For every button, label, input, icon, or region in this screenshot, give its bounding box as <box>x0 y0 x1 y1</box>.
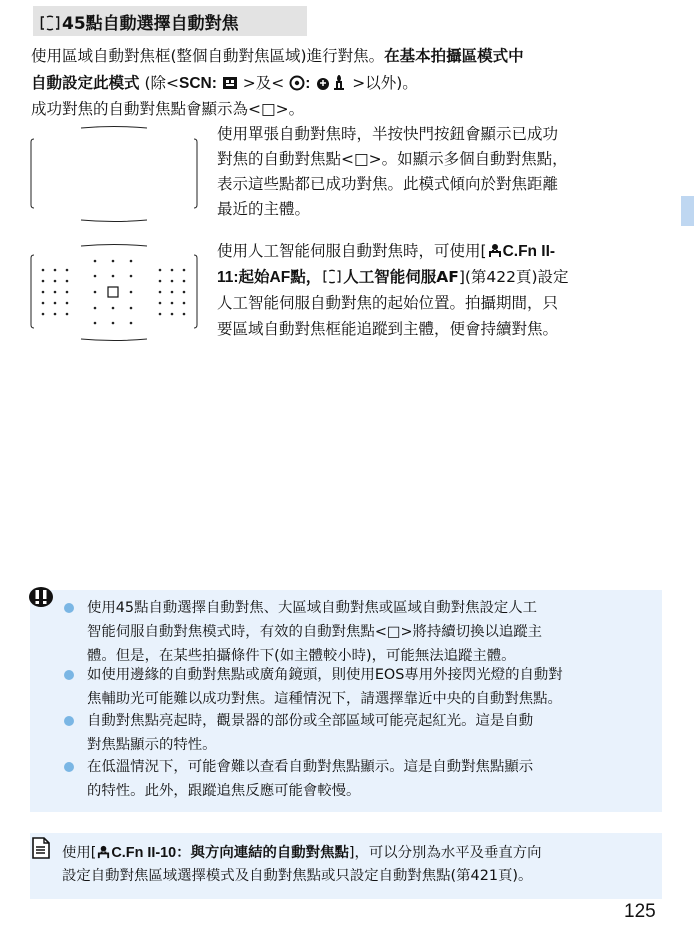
caution-item-3-line-1: 自動對焦點亮起時，觀景器的部份或全部區域可能亮起紅光。這是自動 <box>87 713 534 729</box>
custom-function-icon <box>96 845 111 859</box>
caution-item-2-line-2: 焦輔助光可能難以成功對焦。這種情況下，請選擇靠近中央的自動對焦點。 <box>87 691 562 707</box>
af-point <box>183 313 186 316</box>
intro-line-3: 成功對焦的自動對焦點會顯示為<□>。 <box>31 100 305 118</box>
intro-line-1 <box>31 45 524 67</box>
af-point <box>130 275 133 278</box>
af-point <box>159 291 162 294</box>
intro-text-3: >及< <box>242 74 285 92</box>
af-point <box>66 291 69 294</box>
af-point <box>54 280 57 283</box>
servo-line-3: 人工智能伺服自動對焦的起始位置。拍攝期間，只 <box>217 294 559 312</box>
af-points-diagram <box>29 243 199 343</box>
servo-text-1: 使用人工智能伺服自動對焦時，可使用[ <box>217 242 487 260</box>
servo-bold-1: C.Fn II- <box>502 243 556 260</box>
intro-text-2: (除< <box>139 74 179 92</box>
note-text-1: 使用[ <box>62 845 97 861</box>
af-point <box>94 275 97 278</box>
af-point <box>94 322 97 325</box>
note-line-2: 設定自動對焦區域選擇模式及自動對焦點或只設定自動對焦點(第421頁)。 <box>62 868 533 884</box>
af-point <box>183 291 186 294</box>
af-point <box>130 322 133 325</box>
servo-line-2 <box>217 266 569 289</box>
af-point <box>159 302 162 305</box>
af-point <box>171 269 174 272</box>
servo-text-2: ](第422頁)設定 <box>458 268 569 286</box>
af-point <box>42 280 45 283</box>
zone-af-frame-icon <box>38 15 62 31</box>
servo-line-1 <box>217 240 555 263</box>
af-point <box>42 291 45 294</box>
af-point <box>42 269 45 272</box>
scn-label: SCN <box>178 75 212 92</box>
af-point <box>54 302 57 305</box>
af-point <box>54 291 57 294</box>
af-point <box>112 275 115 278</box>
af-point <box>112 307 115 310</box>
af-point <box>66 269 69 272</box>
food-icon <box>315 75 331 91</box>
title-text: 45點自動選擇自動對焦 <box>62 14 239 34</box>
af-point <box>42 302 45 305</box>
intro-text-4: >以外)。 <box>352 74 418 92</box>
af-point <box>171 291 174 294</box>
page-number: 125 <box>624 901 656 922</box>
af-point <box>171 280 174 283</box>
caution-item-3-line-2: 對焦點顯示的特性。 <box>87 737 217 753</box>
chapter-tab <box>681 196 694 226</box>
af-point <box>54 313 57 316</box>
caution-item-2-line-1: 如使用邊緣的自動對焦點或廣角鏡頭，則使用EOS專用外接閃光燈的自動對 <box>87 667 563 683</box>
active-af-point <box>108 287 118 297</box>
af-point-dots <box>42 260 186 325</box>
caution-item-1-line-3: 體。但是，在某些拍攝條件下(如主體較小時)，可能無法追蹤主體。 <box>87 648 516 664</box>
bullet-dot <box>64 670 74 680</box>
af-point <box>66 302 69 305</box>
note-bold: C.Fn II-10：與方向連結的自動對焦點 <box>111 845 349 861</box>
note-icon <box>32 837 50 859</box>
creative-auto-icon <box>289 75 305 91</box>
intro-line-2 <box>31 72 418 95</box>
bullet-dot <box>64 603 74 613</box>
af-point <box>130 291 133 294</box>
af-point <box>42 313 45 316</box>
af-point <box>112 322 115 325</box>
servo-bold-2: 11:起始AF點， <box>217 269 322 286</box>
note-line-1 <box>62 842 542 865</box>
single-af-line-2: 對焦的自動對焦點<□>。如顯示多個自動對焦點， <box>217 150 568 168</box>
caution-item-4-line-1: 在低溫情況下，可能會難以查看自動對焦點顯示。這是自動對焦點顯示 <box>87 759 534 775</box>
single-af-line-1: 使用單張自動對焦時，半按快門按鈕會顯示已成功 <box>217 125 559 143</box>
servo-line-4: 要區域自動對焦框能追蹤到主體，便會持續對焦。 <box>217 320 559 338</box>
intro-bold-2: 自動設定此模式 <box>31 74 140 92</box>
caution-item-1-line-1: 使用45點自動選擇自動對焦、大區域自動對焦或區域自動對焦設定人工 <box>87 600 538 616</box>
af-point <box>66 280 69 283</box>
single-af-line-4: 最近的主體。 <box>217 200 311 218</box>
af-point <box>130 260 133 263</box>
bullet-dot <box>64 716 74 726</box>
af-point <box>94 291 97 294</box>
flash-off-mode-icon <box>222 76 238 90</box>
af-point <box>112 260 115 263</box>
servo-bold-3: 人工智能伺服AF <box>343 268 459 286</box>
intro-text: 使用區域自動對焦框(整個自動對焦區域)進行對焦。 <box>31 47 385 65</box>
af-point <box>159 269 162 272</box>
caution-item-1-line-2: 智能伺服自動對焦模式時，有效的自動對焦點<□>將持續切換以追蹤主 <box>87 624 543 640</box>
colon-2: : <box>305 75 311 92</box>
af-point <box>94 260 97 263</box>
single-af-line-3: 表示這些點都已成功對焦。此模式傾向於對焦距離 <box>217 175 559 193</box>
af-point <box>159 280 162 283</box>
af-point <box>130 307 133 310</box>
af-point <box>66 313 69 316</box>
section-title <box>38 9 239 34</box>
af-point <box>94 307 97 310</box>
custom-function-icon <box>487 243 503 258</box>
af-point <box>183 302 186 305</box>
zone-af-diagram <box>29 123 199 225</box>
af-point <box>183 269 186 272</box>
caution-item-4-line-2: 的特性。此外，跟蹤追焦反應可能會較慢。 <box>87 783 361 799</box>
candlelight-icon <box>331 75 347 91</box>
caution-icon <box>28 586 54 608</box>
colon-1: : <box>211 75 217 92</box>
zone-af-frame-icon-small <box>321 269 343 284</box>
af-point <box>54 269 57 272</box>
note-text-2: ]，可以分別為水平及垂直方向 <box>348 845 542 861</box>
af-point <box>183 280 186 283</box>
af-point <box>159 313 162 316</box>
af-point <box>171 302 174 305</box>
bullet-dot <box>64 762 74 772</box>
intro-bold: 在基本拍攝區模式中 <box>384 47 524 65</box>
af-point <box>171 313 174 316</box>
